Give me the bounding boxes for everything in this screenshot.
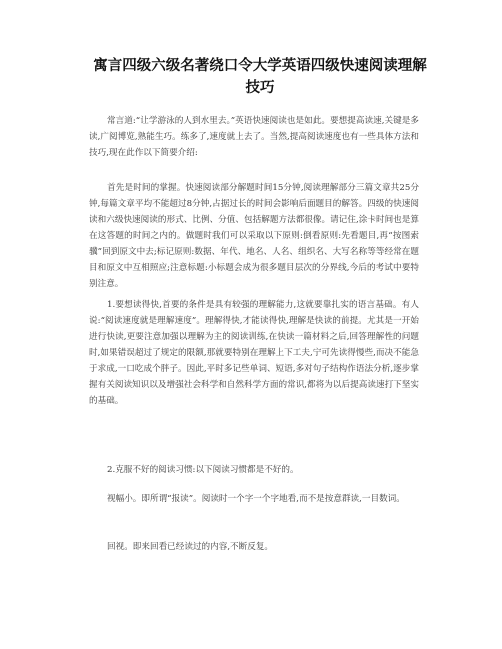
paragraph-text: 视幅小。即所谓“报读”。阅读时一个字一个字地看,而不是按意群读,一目数词。 <box>107 494 405 504</box>
paragraph-narrow-span <box>89 491 419 507</box>
paragraph-text: 常言道:“让学游泳的人到水里去。”英语快速阅读也是如此。要想提高读速,关键是多读,广阅博览,熟能生巧。练多了,速度就上去了。当然,提高阅读速度也有一些具体方法和技巧,现在此作以下简要介绍: <box>89 116 419 158</box>
paragraph-text: 回视。即来回看已经读过的内容,不断反复。 <box>107 542 274 552</box>
document-title: 寓言四级六级名著绕口令大学英语四级快速阅读理解技巧 <box>93 58 427 96</box>
paragraph-text: 1.要想读得快,首要的条件是具有较强的理解能力,这就要靠扎实的语言基础。有人说:“阅读速度就是理解速度”。理解得快,才能读得快,理解是快读的前提。尤其是一开始进行快读,更要注意加强以理解为主的阅读训练,在快读一篇材料之后,回答理解性的问题时,如果错误超过了规定的限额,那就要特别在理解上下工夫,宁可先读得慢些,而决不能急于求成,一口吃成个胖子。因此,平时多记些单词、短语,多对句子结构作语法分析,逐步掌握有关阅读知识以及增强社会科学和自然科学方面的常识,都将为以后提高读速打下坚实的基础。 <box>89 300 419 406</box>
paragraph-intro <box>89 113 419 161</box>
paragraph-point-2 <box>89 462 419 478</box>
paragraph-text: 2.克服不好的阅读习惯:以下阅读习惯都是不好的。 <box>107 465 299 475</box>
paragraph-point-1 <box>89 297 419 409</box>
paragraph-time-management <box>89 180 419 292</box>
paragraph-regression <box>89 539 419 555</box>
paragraph-text: 首先是时间的掌握。快速阅读部分解题时间15分钟,阅读理解部分三篇文章共25分钟,每篇文章平均不能超过8分钟,占据过长的时间会影响后面题目的解答。四级的快速阅读和六级快速阅读的形式、比例、分值、包括解题方法都很像。请记住,涂卡时间也是算在这答题的时间之内的。做题时我们可以采取以下原则:倒看原则:先看题目,再“按图索骥”回到原文中去;标记原则:数据、年代、地名、人名、组织名、大写名称等等经常在题目和原文中互相照应;注意标题:小标题会成为很多题目层次的分界线,今后的考试中要特别注意。 <box>89 183 419 289</box>
